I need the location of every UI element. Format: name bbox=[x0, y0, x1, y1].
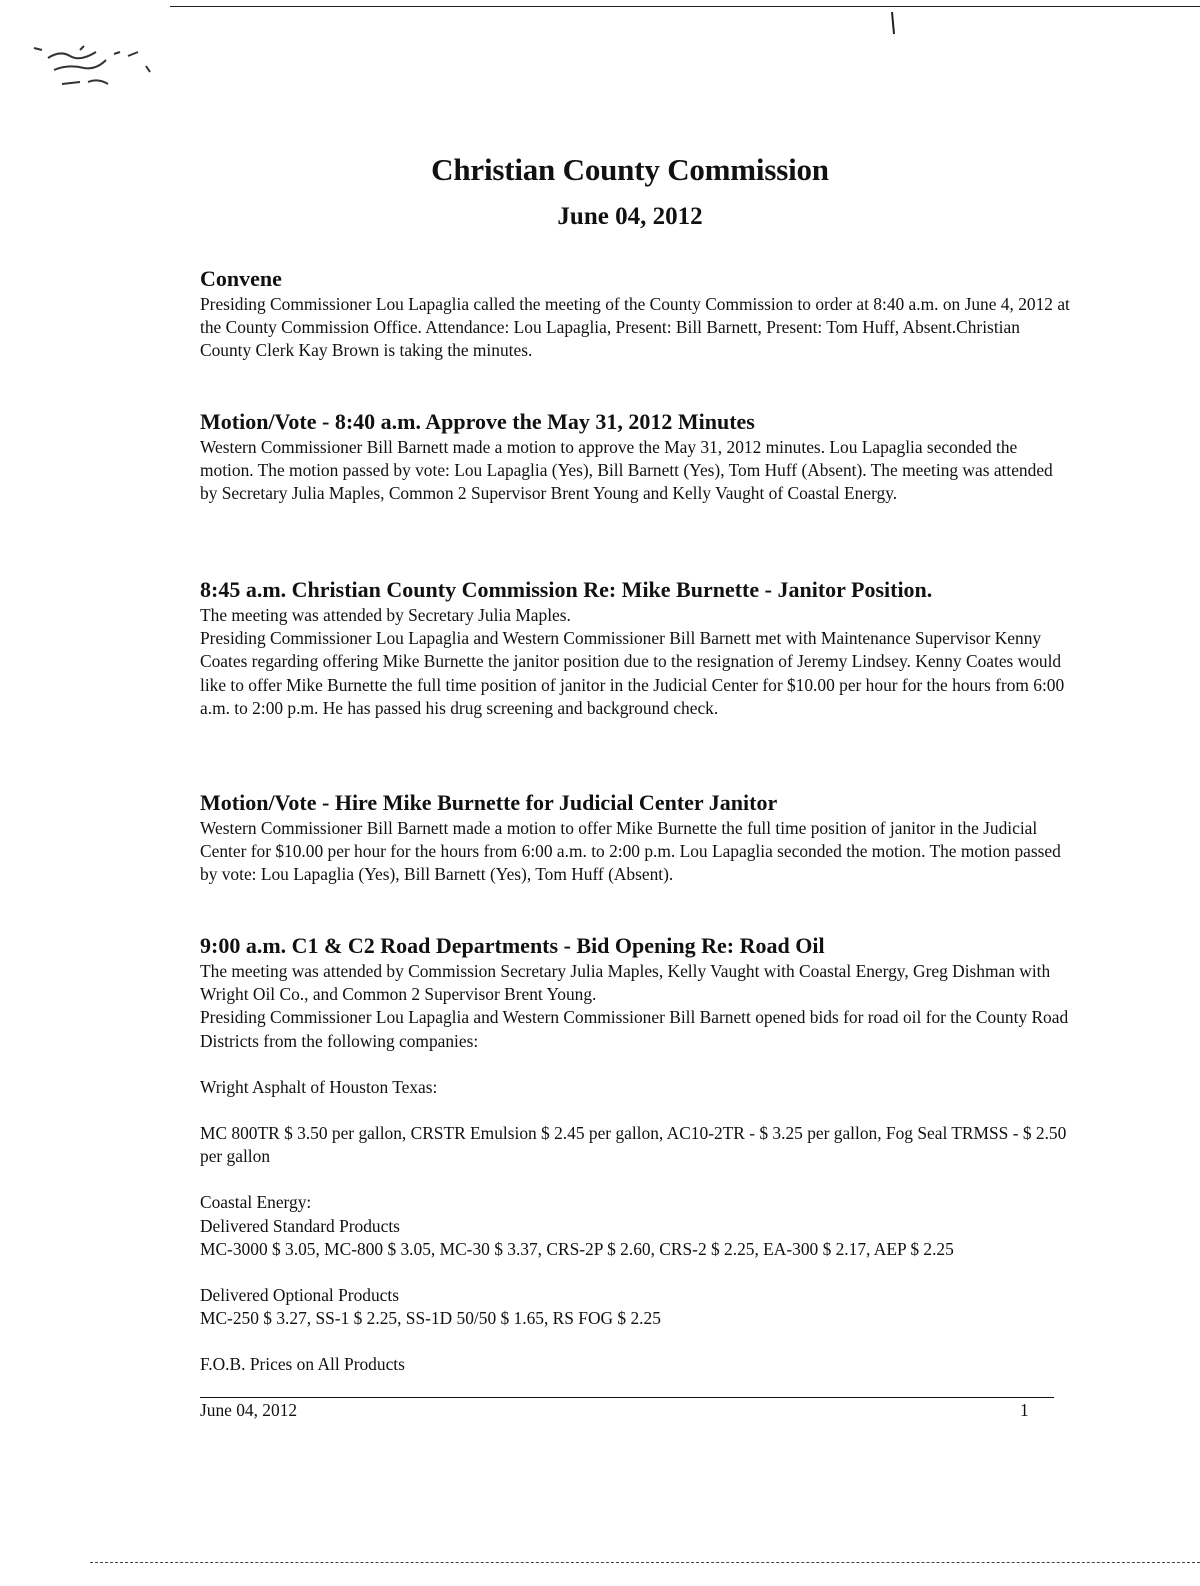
section-convene bbox=[200, 265, 1070, 363]
product-group-label: Delivered Standard Products bbox=[200, 1215, 400, 1236]
section-hire-janitor bbox=[200, 789, 1070, 887]
footer-date: June 04, 2012 bbox=[200, 1400, 298, 1420]
page-number: 1 bbox=[1020, 1400, 1029, 1420]
pricing-note: F.O.B. Prices on All Products bbox=[200, 1354, 405, 1375]
spacer bbox=[200, 1053, 1070, 1076]
spacer bbox=[200, 1261, 1070, 1284]
bidder-name: Wright Asphalt of Houston Texas: bbox=[200, 1076, 438, 1097]
bidder-name: Coastal Energy: bbox=[200, 1192, 312, 1213]
section-heading: 9:00 a.m. C1 & C2 Road Departments - Bid Opening Re: Road Oil bbox=[200, 933, 825, 958]
scan-edge-line bbox=[90, 1562, 1200, 1563]
bid-prices: MC-3000 $ 3.05, MC-800 $ 3.05, MC-30 $ 3.37, CRS-2P $ 2.60, CRS-2 $ 2.25, EA-300 $ 2.17, AEP $ 2.25 bbox=[200, 1238, 954, 1259]
section-heading: Motion/Vote - Hire Mike Burnette for Judicial Center Janitor bbox=[200, 790, 778, 815]
bid-prices: MC 800TR $ 3.50 per gallon, CRSTR Emulsion $ 2.45 per gallon, AC10-2TR - $ 3.25 per gallon, Fog Seal TRMSS - $ 2.50 per gallon bbox=[200, 1123, 1067, 1167]
section-heading: Convene bbox=[200, 266, 282, 291]
footer-rule bbox=[200, 1397, 1054, 1398]
section-approve-minutes bbox=[200, 408, 1070, 506]
document-title: Christian County Commission bbox=[431, 152, 829, 187]
section-paragraph: Presiding Commissioner Lou Lapaglia called the meeting of the County Commission to order at 8:40 a.m. on June 4, 2012 at the County Commission Office. Attendance: Lou Lapaglia, Present: Bill Barnett, Present: Tom Huff, Absent.Christian County Clerk Kay Brown is taking the minutes. bbox=[200, 294, 1070, 361]
section-heading: Motion/Vote - 8:40 a.m. Approve the May 31, 2012 Minutes bbox=[200, 409, 755, 434]
section-paragraph: The meeting was attended by Secretary Julia Maples. bbox=[200, 605, 571, 625]
scan-edge-line bbox=[170, 6, 1200, 7]
document-date: June 04, 2012 bbox=[557, 203, 703, 230]
section-road-oil-bids bbox=[200, 932, 1070, 1377]
section-janitor-position bbox=[200, 576, 1070, 720]
section-paragraph: The meeting was attended by Commission Secretary Julia Maples, Kelly Vaught with Coastal Energy, Greg Dishman with Wright Oil Co., and Common 2 Supervisor Brent Young. bbox=[200, 961, 1051, 1005]
scan-smudge-mark bbox=[28, 40, 168, 100]
section-paragraph: Presiding Commissioner Lou Lapaglia and Western Commissioner Bill Barnett met with Maintenance Supervisor Kenny Coates regarding offering Mike Burnette the janitor position due to the resignation of Jeremy Lindsey. Kenny Coates would like to offer Mike Burnette the full time position of janitor in the Judicial Center for $10.00 per hour for the hours from 6:00 a.m. to 2:00 p.m. He has passed his drug screening and background check. bbox=[200, 628, 1065, 718]
bid-prices: MC-250 $ 3.27, SS-1 $ 2.25, SS-1D 50/50 $ 1.65, RS FOG $ 2.25 bbox=[200, 1308, 661, 1329]
section-heading: 8:45 a.m. Christian County Commission Re: Mike Burnette - Janitor Position. bbox=[200, 577, 933, 602]
spacer bbox=[200, 1168, 1070, 1191]
spacer bbox=[200, 1099, 1070, 1122]
spacer bbox=[200, 1330, 1070, 1353]
scan-tick-mark bbox=[880, 10, 900, 40]
section-paragraph: Western Commissioner Bill Barnett made a motion to approve the May 31, 2012 minutes. Lou Lapaglia seconded the motion. The motion passed by vote: Lou Lapaglia (Yes), Bill Barnett (Yes), Tom Huff (Absent). The meeting was attended by Secretary Julia Maples, Common 2 Supervisor Brent Young and Kelly Vaught of Coastal Energy. bbox=[200, 437, 1053, 504]
section-paragraph: Presiding Commissioner Lou Lapaglia and Western Commissioner Bill Barnett opened bids for road oil for the County Road Districts from the following companies: bbox=[200, 1007, 1069, 1051]
product-group-label: Delivered Optional Products bbox=[200, 1285, 399, 1306]
section-paragraph: Western Commissioner Bill Barnett made a motion to offer Mike Burnette the full time position of janitor in the Judicial Center for $10.00 per hour for the hours from 6:00 a.m. to 2:00 p.m. Lou Lapaglia seconded the motion. The motion passed by vote: Lou Lapaglia (Yes), Bill Barnett (Yes), Tom Huff (Absent). bbox=[200, 818, 1061, 885]
